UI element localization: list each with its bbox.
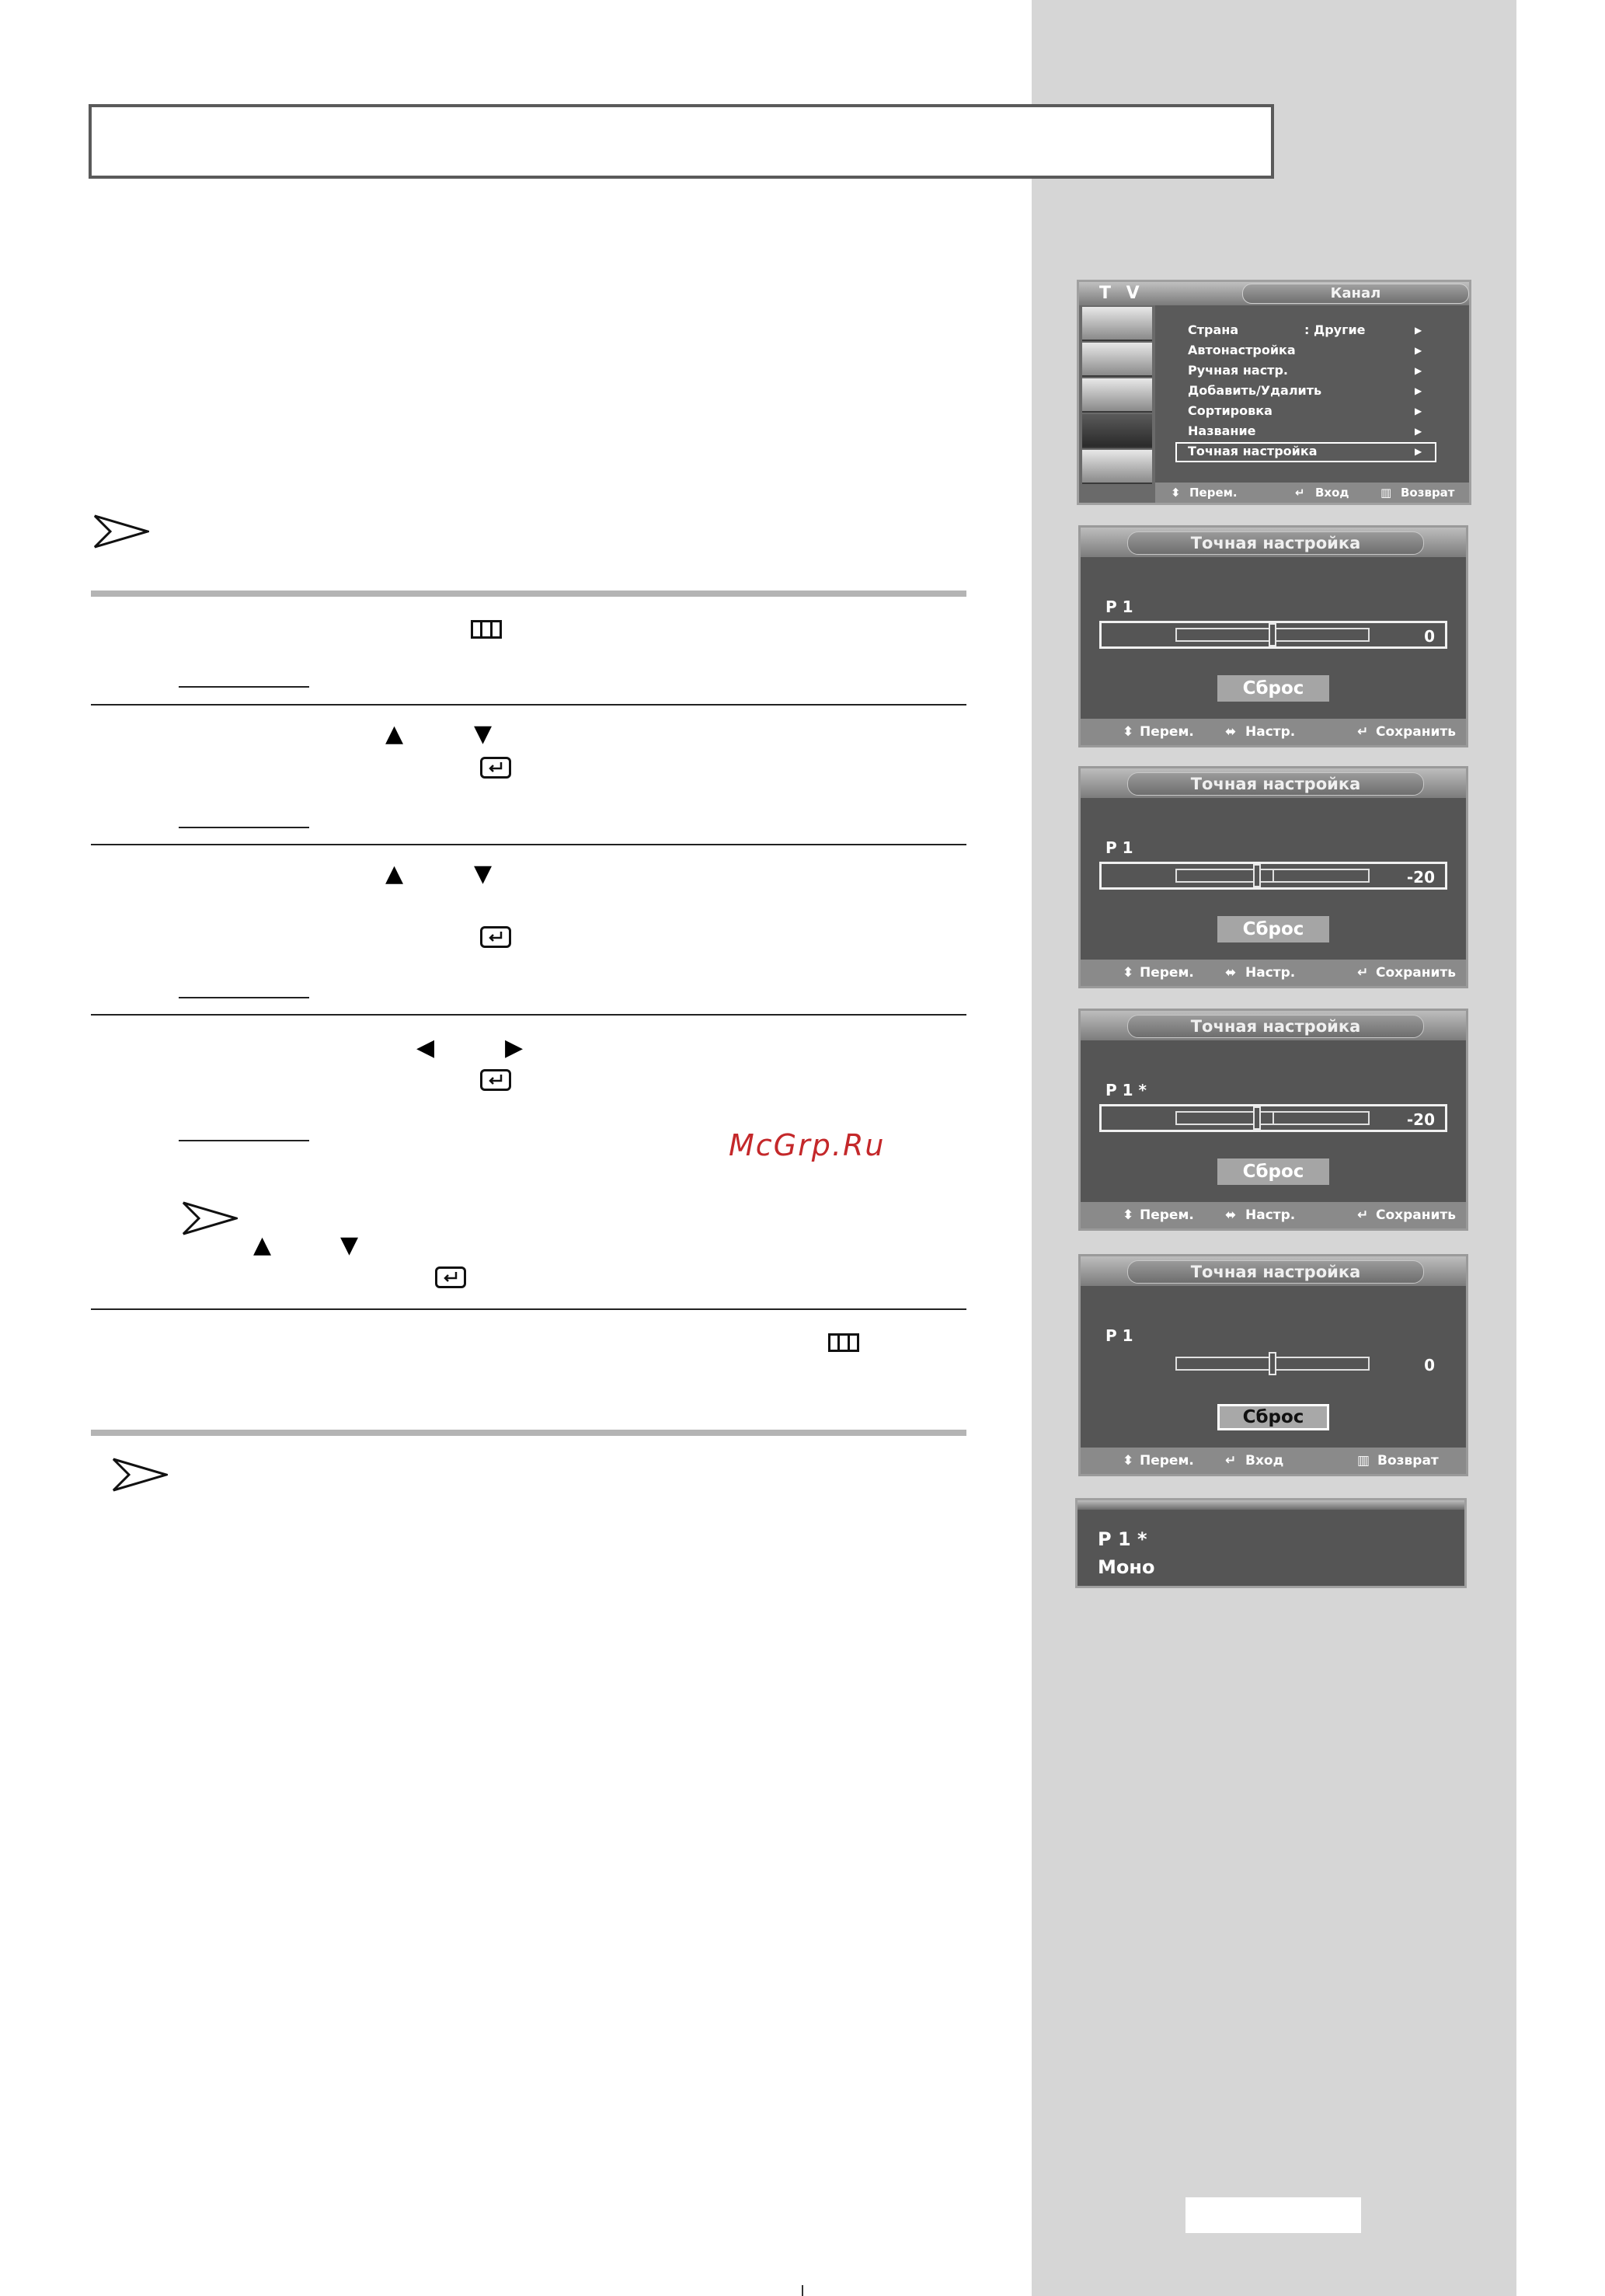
fine-tune-footer: [1081, 1202, 1466, 1228]
reset-button[interactable]: Сброс: [1217, 1158, 1329, 1185]
watermark-text: McGrp.Ru: [729, 1128, 886, 1162]
picture-icon[interactable]: [1082, 307, 1152, 341]
menu-item-fine-tune[interactable]: Точная настройка: [1188, 444, 1318, 458]
enter-button-icon: [480, 757, 511, 779]
right-triangle-icon: ▶: [505, 1034, 524, 1061]
slider-center-mark: [1273, 1113, 1274, 1124]
footer-save-label: Сохранить: [1376, 1207, 1457, 1223]
footer-save-label: Сохранить: [1376, 965, 1457, 981]
step-underline: [179, 827, 309, 828]
up-triangle-icon: ▲: [385, 720, 404, 747]
chevron-right-icon: ▶: [1415, 365, 1422, 376]
channel-label: P 1: [1105, 838, 1133, 857]
menu-item-country-value: : Другие: [1304, 322, 1366, 337]
updown-icon: ⬍: [1123, 1453, 1134, 1469]
step-underline: [179, 997, 309, 998]
channel-label: P 1: [1105, 1326, 1133, 1345]
tv-channel-menu: [1077, 280, 1471, 505]
fine-tune-header: [1081, 528, 1466, 557]
step-underline: [179, 686, 309, 688]
fine-tune-header: [1081, 768, 1466, 798]
updown-icon: ⬍: [1123, 1207, 1134, 1223]
footer-enter-label: Вход: [1245, 1453, 1284, 1469]
down-triangle-icon: ▼: [340, 1232, 359, 1259]
enter-icon: ↵: [1357, 1207, 1369, 1223]
info-channel: P 1 *: [1098, 1528, 1147, 1550]
speaker-icon[interactable]: [1082, 378, 1152, 413]
fine-tune-title: Точная настройка: [1127, 1260, 1424, 1284]
step-divider: [91, 704, 966, 706]
chevron-right-icon: ▶: [1415, 385, 1422, 396]
footer-back-label: Возврат: [1401, 486, 1455, 500]
fine-tune-screen: [1078, 766, 1468, 988]
fine-tune-header: [1081, 1011, 1466, 1040]
menu-item-label: Страна: [1188, 322, 1239, 337]
updown-icon: ⬍: [1123, 965, 1134, 981]
updown-icon: ⬍: [1123, 724, 1134, 740]
fine-tune-title: Точная настройка: [1127, 531, 1424, 555]
enter-icon: ↵: [1295, 486, 1305, 500]
leftright-icon: ⬌: [1225, 1207, 1237, 1223]
footer-adjust-label: Настр.: [1245, 965, 1296, 981]
footer-move-label: Перем.: [1140, 1453, 1194, 1469]
setup-icon[interactable]: [1082, 450, 1152, 484]
fine-tune-slider-thumb[interactable]: [1253, 1106, 1261, 1130]
chevron-right-icon: ▶: [1415, 406, 1422, 416]
menu-button-icon: [828, 1333, 859, 1352]
enter-icon: ↵: [1357, 724, 1369, 740]
fine-tune-header: [1081, 1256, 1466, 1286]
left-triangle-icon: ◀: [416, 1034, 435, 1061]
tv-menu-title: T V: [1099, 284, 1144, 303]
section-divider-top: [91, 591, 966, 597]
footer-enter-label: Вход: [1315, 486, 1349, 500]
fine-tune-footer: [1081, 960, 1466, 986]
down-triangle-icon: ▼: [474, 720, 493, 747]
footer-save-label: Сохранить: [1376, 724, 1457, 740]
fine-tune-footer: [1081, 719, 1466, 745]
step-divider: [91, 1014, 966, 1016]
fine-tune-slider-thumb[interactable]: [1269, 1352, 1276, 1375]
fine-tune-screen: [1078, 1254, 1468, 1476]
footer-adjust-label: Настр.: [1245, 724, 1296, 740]
chevron-right-icon: ▶: [1415, 325, 1422, 336]
channel-label: P 1 *: [1105, 1081, 1147, 1099]
up-triangle-icon: ▲: [253, 1232, 272, 1259]
channel-icon[interactable]: [1082, 414, 1152, 448]
slider-center-mark: [1273, 870, 1274, 881]
fine-tune-slider-thumb[interactable]: [1253, 864, 1261, 887]
chevron-right-icon: ▶: [1415, 446, 1422, 457]
channel-info-box: [1075, 1498, 1467, 1588]
step-divider: [91, 844, 966, 845]
fine-tune-slider-track[interactable]: [1175, 869, 1370, 883]
enter-button-icon: [480, 1069, 511, 1091]
fine-tune-value: 0: [1424, 627, 1435, 646]
enter-button-icon: [435, 1266, 466, 1288]
fine-tune-slider-track[interactable]: [1175, 1111, 1370, 1125]
tv-menu-icon-column: [1079, 305, 1155, 503]
page-number-box: [1185, 2197, 1361, 2233]
footer-move-label: Перем.: [1140, 724, 1194, 740]
tv-menu-footer: [1155, 483, 1469, 503]
fine-tune-footer: [1081, 1448, 1466, 1474]
chevron-right-icon: ▶: [1415, 345, 1422, 356]
enter-icon: ↵: [1357, 965, 1369, 981]
channel-label: P 1: [1105, 598, 1133, 616]
step-underline: [179, 1140, 309, 1141]
footer-move-label: Перем.: [1140, 1207, 1194, 1223]
fine-tune-value: -20: [1406, 1110, 1435, 1129]
fine-tune-title: Точная настройка: [1127, 772, 1424, 796]
reset-button[interactable]: Сброс: [1217, 1404, 1329, 1430]
leftright-icon: ⬌: [1225, 965, 1237, 981]
fine-tune-screen: [1078, 525, 1468, 747]
down-triangle-icon: ▼: [474, 860, 493, 887]
menu-item-manual[interactable]: Ручная настр.: [1188, 363, 1288, 378]
tv-menu-header-title: Канал: [1242, 284, 1469, 304]
enter-icon: ↵: [1225, 1453, 1237, 1469]
info-sound-mode: Моно: [1098, 1556, 1155, 1578]
note-arrow-icon: [93, 514, 149, 549]
leftright-icon: ⬌: [1225, 724, 1237, 740]
enter-button-icon: [480, 926, 511, 948]
menu-item-country[interactable]: [1188, 322, 1238, 337]
up-triangle-icon: ▲: [385, 860, 404, 887]
chevron-right-icon: ▶: [1415, 426, 1422, 437]
page-title-box: [89, 104, 1274, 179]
step-divider: [91, 1308, 966, 1310]
footer-move-label: Перем.: [1140, 965, 1194, 981]
fine-tune-slider-thumb[interactable]: [1269, 623, 1276, 646]
footer-adjust-label: Настр.: [1245, 1207, 1296, 1223]
fine-tune-screen: [1078, 1009, 1468, 1231]
menu-icon: ▥: [1380, 486, 1392, 500]
menu-button-icon: [471, 620, 502, 639]
fine-tune-value: 0: [1424, 1356, 1435, 1374]
note-arrow-icon: [182, 1201, 238, 1235]
crop-mark: [802, 2285, 803, 2296]
menu-item-sort[interactable]: Сортировка: [1188, 403, 1273, 418]
fine-tune-value: -20: [1406, 868, 1435, 887]
reset-button[interactable]: Сброс: [1217, 916, 1329, 942]
tv-menu-header: [1079, 282, 1469, 305]
section-divider-bottom: [91, 1430, 966, 1436]
menu-item-name[interactable]: Название: [1188, 423, 1256, 438]
menu-item-add-delete[interactable]: Добавить/Удалить: [1188, 383, 1322, 398]
updown-icon: ⬍: [1171, 486, 1181, 500]
note-arrow-icon: [112, 1458, 168, 1492]
menu-item-autotune[interactable]: Автонастройка: [1188, 343, 1296, 357]
footer-move-label: Перем.: [1189, 486, 1238, 500]
sound-icon[interactable]: [1082, 343, 1152, 377]
fine-tune-title: Точная настройка: [1127, 1015, 1424, 1038]
reset-button[interactable]: Сброс: [1217, 675, 1329, 702]
info-box-header: [1078, 1500, 1464, 1510]
menu-icon: ▥: [1357, 1453, 1370, 1469]
footer-back-label: Возврат: [1377, 1453, 1439, 1469]
